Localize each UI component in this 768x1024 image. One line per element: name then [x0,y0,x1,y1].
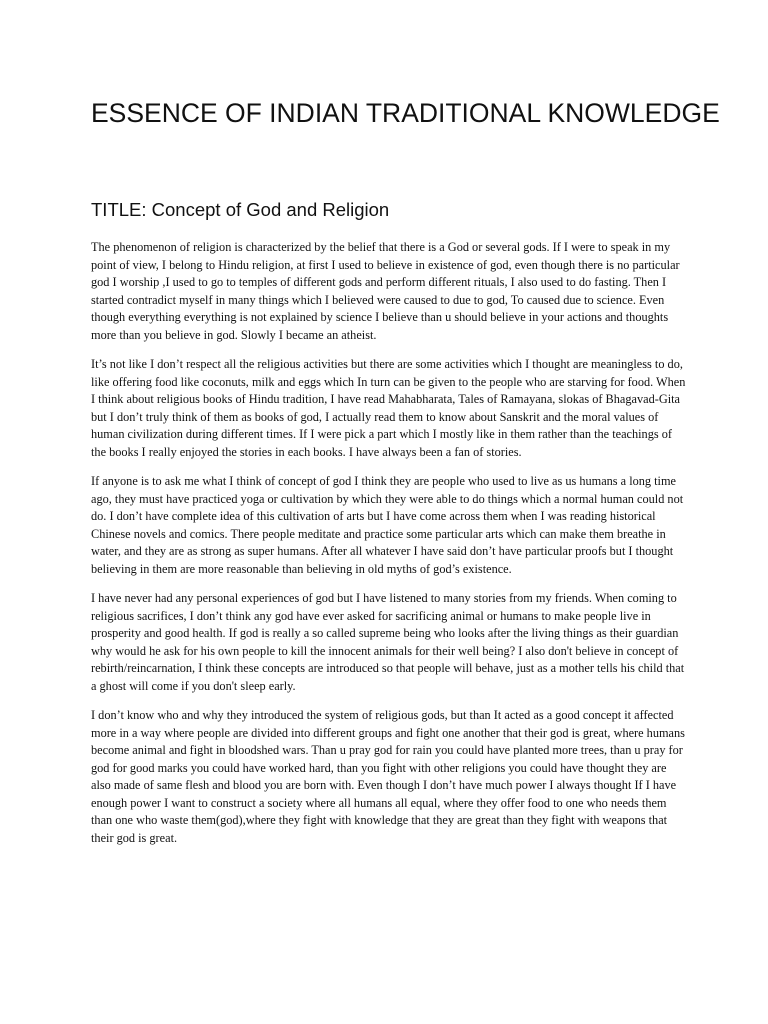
document-body [91,239,687,859]
paragraph: If anyone is to ask me what I think of concept of god I think they are people who used to live as us humans a long time ago, they must have practiced yoga or cultivation by which they were able to do things which a normal human could not do. I don’t have complete idea of this cultivation of arts but I have come across them when I was reading historical Chinese novels and comics. There people meditate and practice some particular arts which can make them breathe in water, and they are as strong as super humans. After all whatever I have said don’t have particular proofs but I thought believing in them are more reasonable than believing in old myths of god’s existence. [91,474,684,576]
paragraph: I don’t know who and why they introduced the system of religious gods, but than It acted as a good concept it affected more in a way where people are divided into different groups and fight one another that their god is great, where humans become animal and fight in bloodshed wars. Than u pray god for rain you could have planted more trees, than u pray for god for good marks you could have worked hard, than you fight with other religions you could have thought they are also made of same flesh and blood you are born with. Even though I don’t have much power I always thought If I have enough power I want to construct a society where all humans all equal, where they offer food to one who needs them than one who waste them(god),where they fight with knowledge that they are great than they fight with weapons that their god is great. [91,708,685,845]
paragraph: It’s not like I don’t respect all the religious activities but there are some activities which I thought are meaningless to do, like offering food like coconuts, milk and eggs which In turn can be given to the people who are starving for food. When I think about religious books of Hindu tradition, I have read Mahabharata, Tales of Ramayana, slokas of Bhagavad-Gita but I don’t truly think of them as books of god, I actually read them to know about Sanskrit and the moral values of human civilization during different times. If I were pick a part which I mostly like in them rather than the teachings of the books I really enjoyed the stories in each books. I have always been a fan of stories. [91,357,686,459]
paragraph: The phenomenon of religion is characterized by the belief that there is a God or several gods. If I were to speak in my point of view, I belong to Hindu religion, at first I used to believe in existence of god, even though there is no particular god I worship ,I used to go to temples of different gods and perform different rituals, I also used to do fasting. Then I started contradict myself in many things which I believed were caused to due to god, To caused due to science. Even though everything everything is not explained by science I believe than u should believe in your actions and thoughts more than you believe in god. Slowly I became an atheist. [91,240,680,342]
document-title: ESSENCE OF INDIAN TRADITIONAL KNOWLEDGE [91,98,720,128]
paragraph: I have never had any personal experiences of god but I have listened to many stories from my friends. When coming to religious sacrifices, I don’t think any god have ever asked for sacrificing animal or humans to make people live in prosperity and good health. If god is really a so called supreme being who looks after the living things as their guardian why would he ask for his own people to kill the innocent animals for their well being? I also don't believe in concept of rebirth/reincarnation, I think these concepts are introduced so that people will behave, just as a mother tells his child that a ghost will come if you don't sleep early. [91,591,685,693]
document-subtitle: TITLE: Concept of God and Religion [91,199,390,220]
